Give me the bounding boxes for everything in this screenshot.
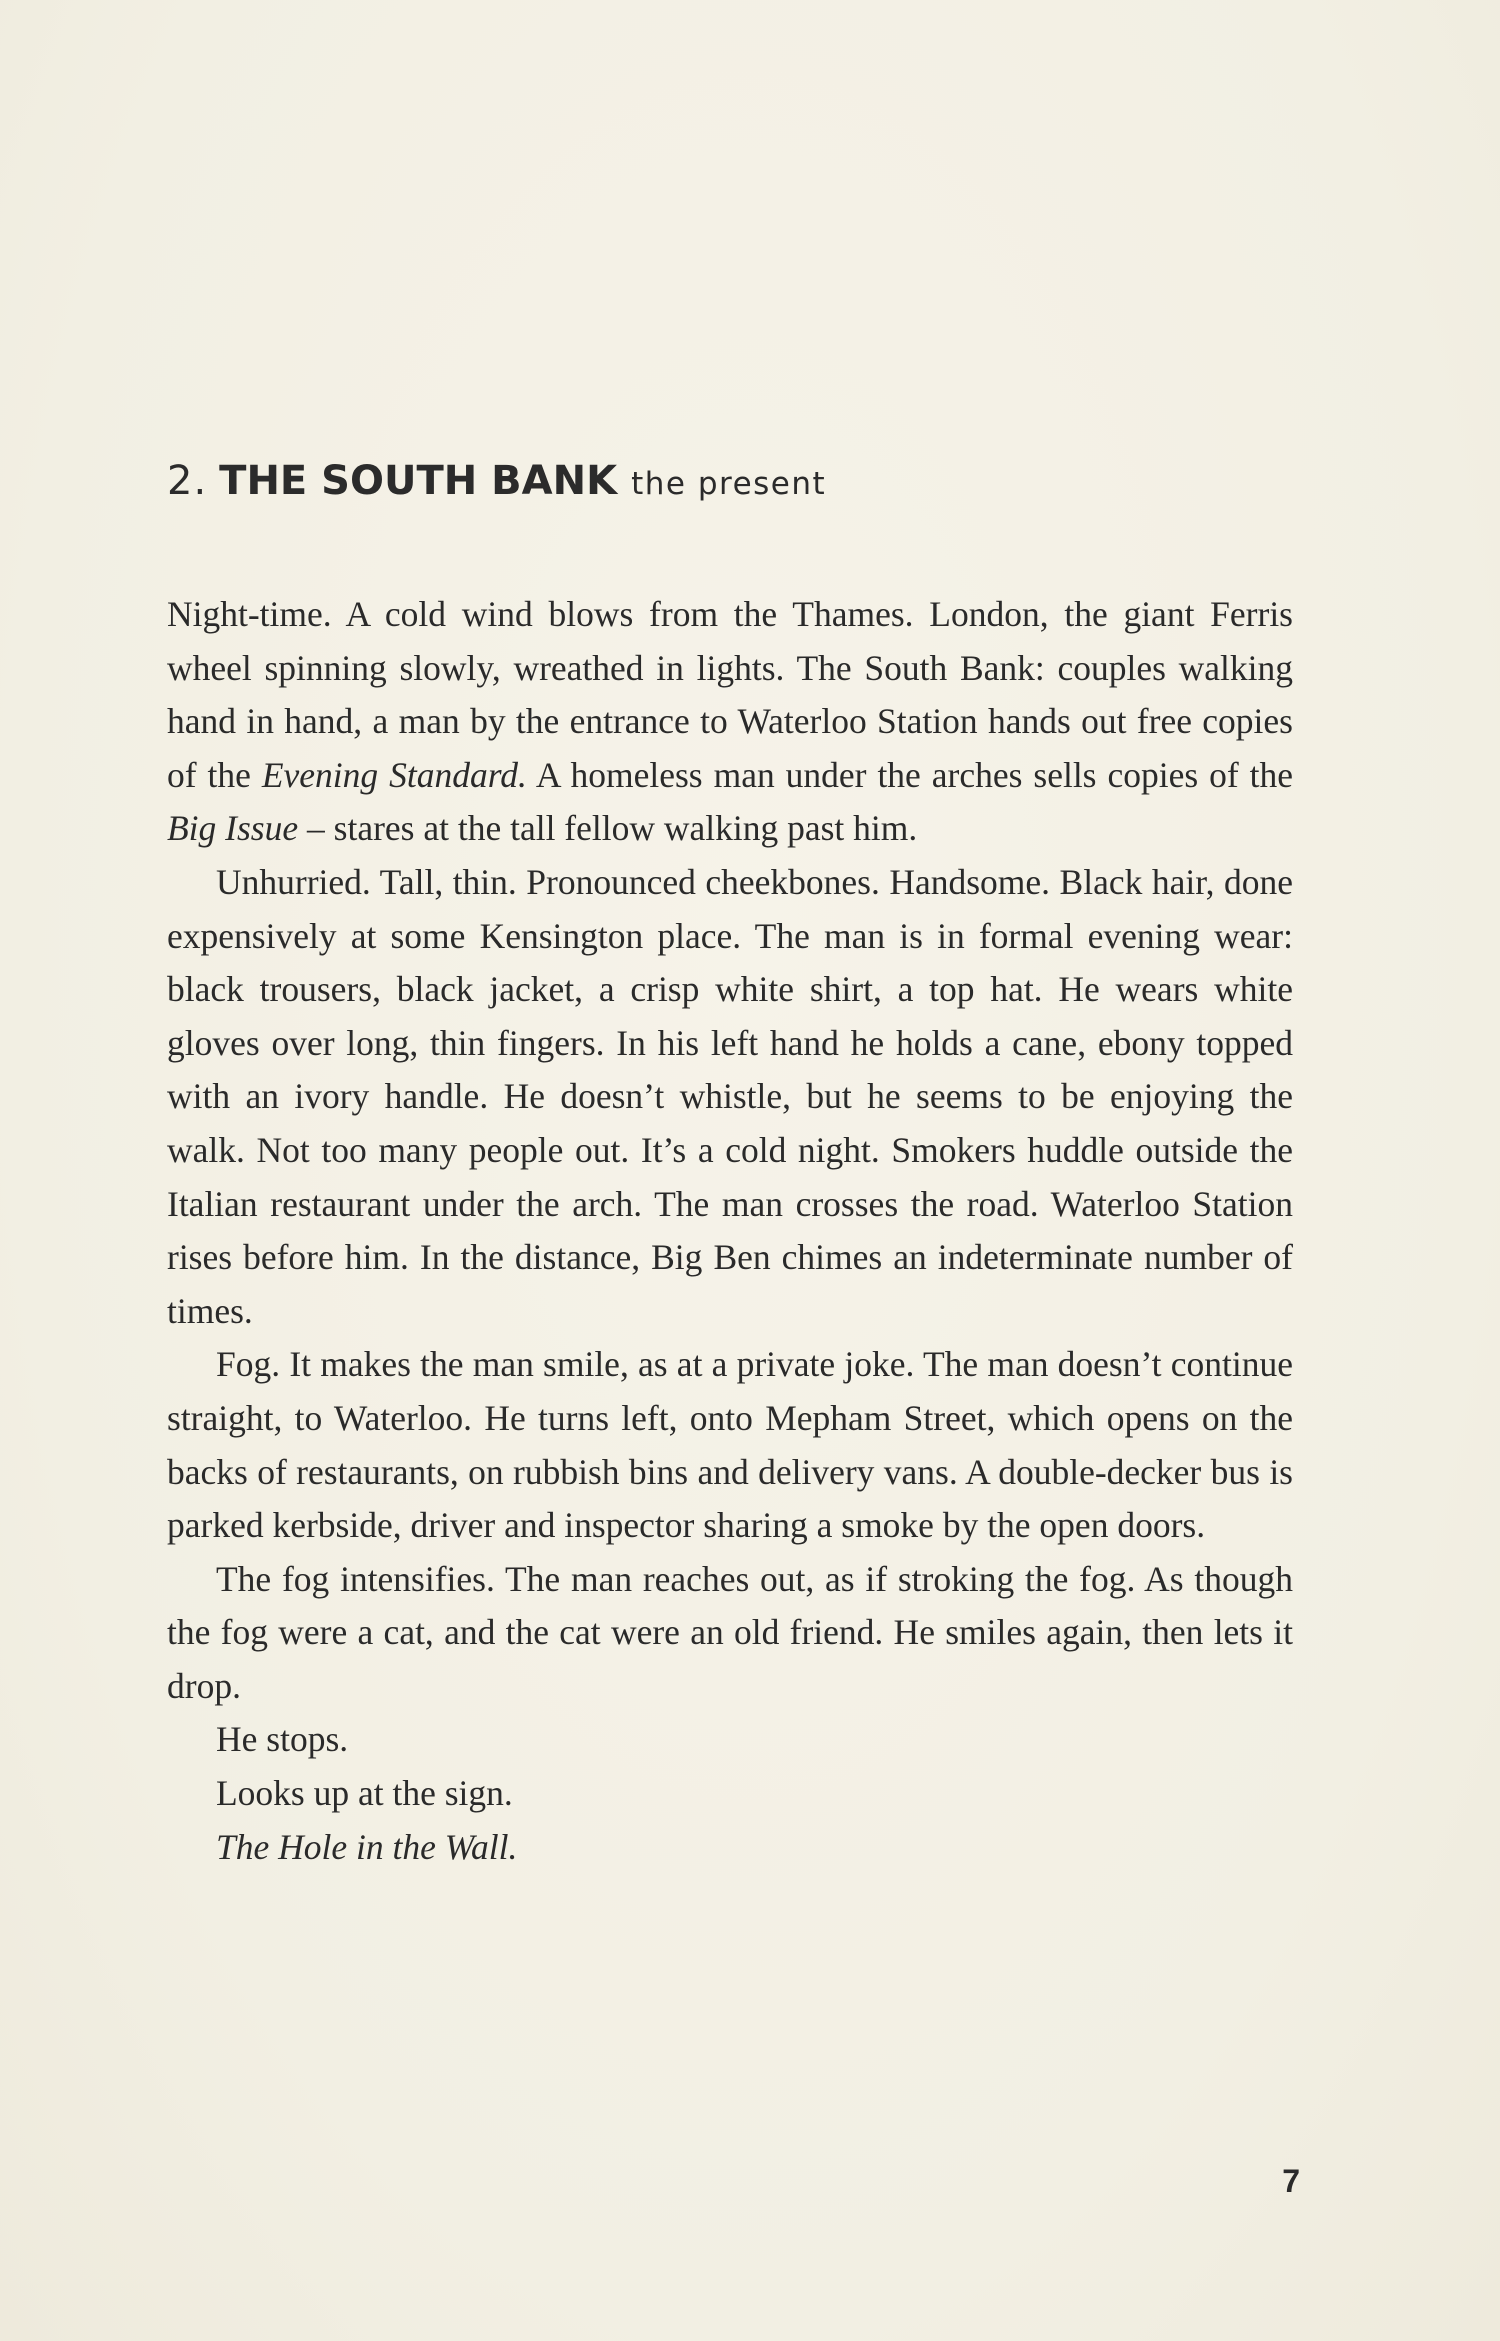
chapter-number: 2.: [167, 458, 208, 504]
paragraph-1: [167, 588, 1293, 856]
paragraph-7-sign-name: [167, 1821, 1293, 1875]
chapter-body: [167, 588, 1293, 1874]
paragraph-4: The fog intensifies. The man reaches out, as if stroking the fog. As though the fog were a cat, and the cat were an old friend. He smiles again, then lets it drop.: [167, 1558, 1293, 1706]
chapter-title: THE SOUTH BANK: [219, 458, 618, 504]
paragraph-3: Fog. It makes the man smile, as at a private joke. The man doesn’t continue straight, to Waterloo. He turns left, onto Mepham Street, which opens on the backs of restaurants, on rubbish bins and delivery vans. A double-decker bus is parked kerbside, driver and inspector sharing a smoke by the open doors.: [167, 1344, 1293, 1546]
paragraph-5: He stops.: [216, 1719, 349, 1760]
magazine-title-big-issue: Big Issue: [167, 808, 299, 849]
chapter-subtitle: the present: [631, 466, 827, 502]
sign-name: The Hole in the Wall.: [216, 1826, 518, 1867]
page-number: 7: [1282, 2163, 1300, 2199]
newspaper-title-evening-standard: Evening Standard.: [261, 754, 527, 795]
paragraph-1-tail: – stares at the tall fellow walking past him.: [298, 808, 918, 849]
paragraph-1-mid: A homeless man under the arches sells copies of the: [526, 754, 1294, 795]
chapter-heading: [167, 458, 826, 504]
paragraph-6: Looks up at the sign.: [216, 1773, 513, 1814]
paragraph-1-lead: Night-time. A cold wind blows from the Thames. London, the giant Ferris wheel spinning slowly, wreathed in lights. The South Bank: couples walking hand in hand, a man by the entrance to Waterloo Station hands out free copies of the: [167, 594, 1293, 795]
paragraph-2: Unhurried. Tall, thin. Pronounced cheekbones. Handsome. Black hair, done expensively at some Kensington place. The man is in formal evening wear: black trousers, black jacket, a crisp white shirt, a top hat. He wears white gloves over long, thin fingers. In his left hand he holds a cane, ebony topped with an ivory handle. He doesn’t whistle, but he seems to be enjoying the walk. Not too many people out. It’s a cold night. Smokers huddle outside the Italian restaurant under the arch. The man crosses the road. Waterloo Station rises before him. In the distance, Big Ben chimes an indeterminate number of times.: [167, 861, 1293, 1331]
